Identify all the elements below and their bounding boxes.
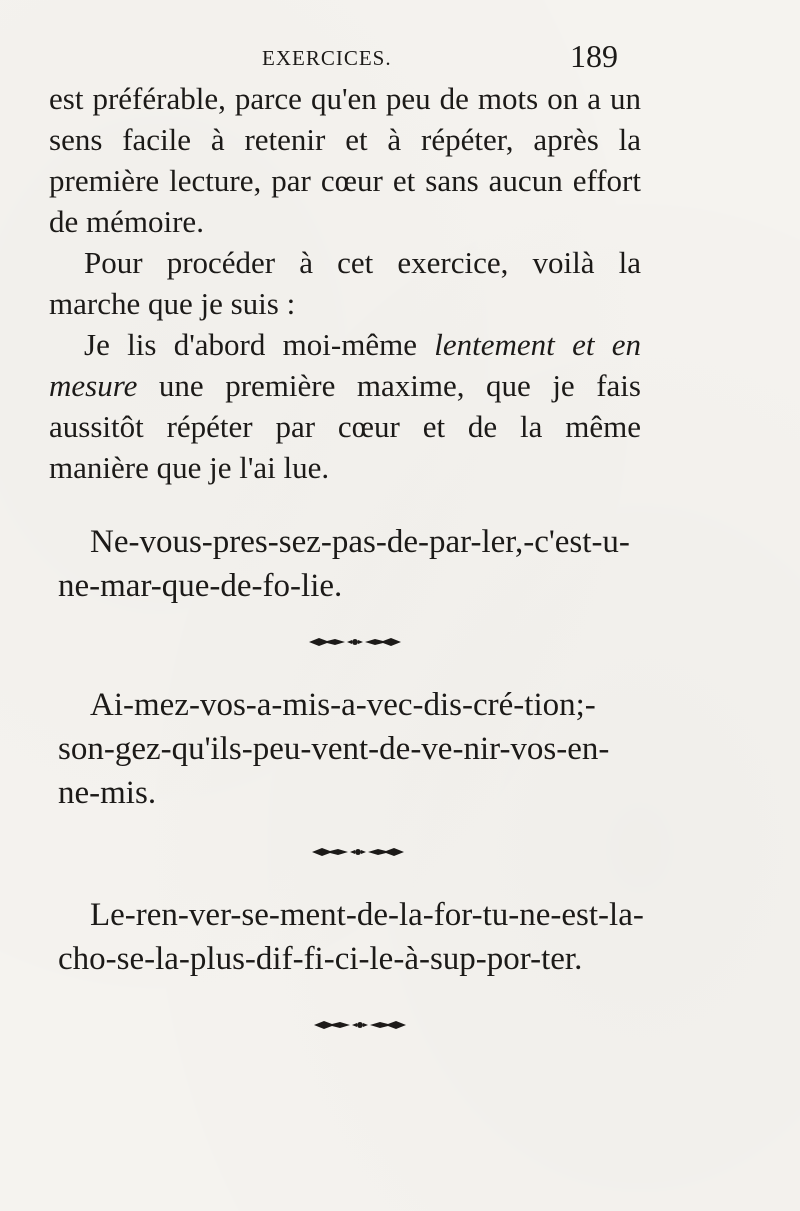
paragraph-method-italic: lentement et en mesure xyxy=(49,327,641,403)
paragraph-procedure: Pour procéder à cet exercice, voilà la marche que je suis : xyxy=(49,245,641,321)
maxim-1: Ne-vous-pres-sez-pas-de-par-ler,-c'est-u-ne-mar-que-de-fo-lie. xyxy=(58,524,630,604)
fleuron-ornament-icon xyxy=(308,842,408,862)
paragraph-method-end: une première maxime, que je fais aussitôt répéter par cœur et de la même manière que je l'ai lue. xyxy=(49,368,641,485)
running-title: EXERCICES. xyxy=(262,46,392,70)
paragraph-method-start: Je lis d'abord moi-même xyxy=(84,327,435,362)
fleuron-ornament-icon xyxy=(305,632,405,652)
maxim-2: Ai-mez-vos-a-mis-a-vec-dis-cré-tion;-son-gez-qu'ils-peu-vent-de-ve-nir-vos-en-ne-mis. xyxy=(58,687,610,811)
fleuron-ornament-icon xyxy=(310,1015,410,1035)
maxim-3: Le-ren-ver-se-ment-de-la-for-tu-ne-est-la-cho-se-la-plus-dif-fi-ci-le-à-sup-por-ter. xyxy=(58,897,644,977)
paragraph-continuation: est préférable, parce qu'en peu de mots on a un sens facile à retenir et à répéter, après la première lecture, par cœur et sans aucun effort de mémoire. xyxy=(49,81,641,239)
body-text xyxy=(49,78,641,488)
page-header xyxy=(0,38,800,78)
page-number: 189 xyxy=(570,38,618,74)
paragraph-method xyxy=(49,324,641,488)
